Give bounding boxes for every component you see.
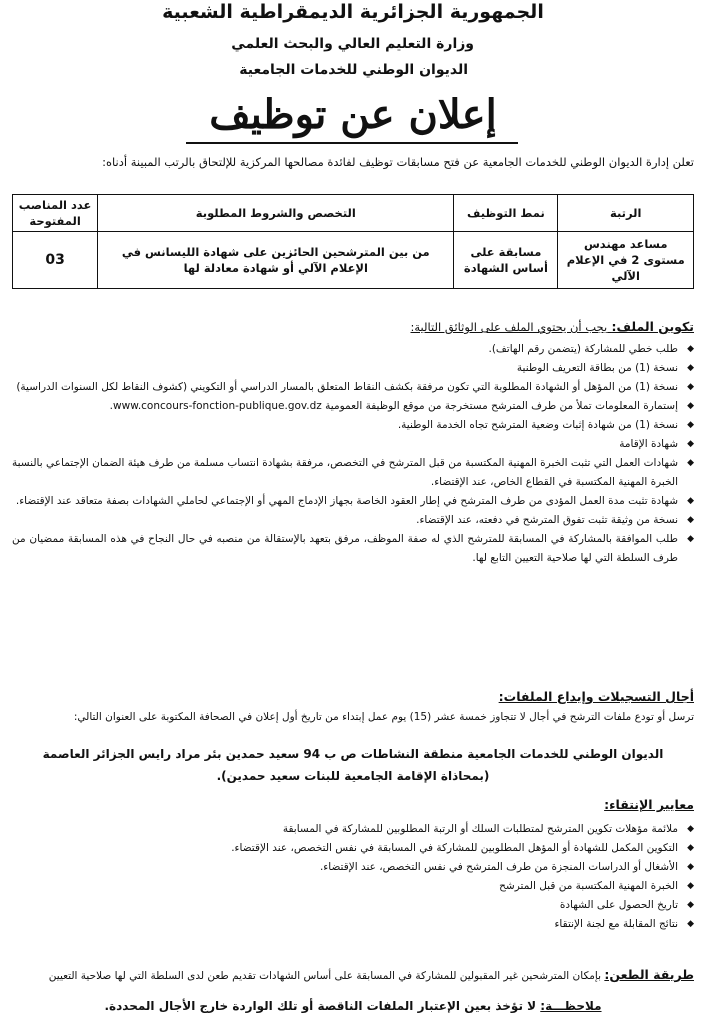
criteria-list — [12, 820, 694, 934]
list-item: ◆ طلب خطي للمشاركة (يتضمن رقم الهاتف). — [12, 340, 694, 359]
title-underline — [186, 142, 518, 144]
note-text: لا تؤخذ بعين الإعتبار الملفات الناقصة أو تلك الواردة خارج الأجال المحددة. — [104, 999, 537, 1013]
cell-mode: مسابقة على أساس الشهادة — [454, 232, 558, 289]
appeal-text: بإمكان المترشحين غير المقبولين للمشاركة في المسابقة على أساس الشهادات تقديم طعن لدى السلطة التي لها صلاحية التعيين — [48, 970, 602, 982]
office-header: الديوان الوطني للخدمات الجامعية — [239, 62, 468, 78]
appeal-title: طريقة الطعن: — [604, 967, 694, 982]
list-item: ◆ نسخة (1) من بطاقة التعريف الوطنية — [12, 359, 694, 378]
list-item: ◆ الأشغال أو الدراسات المنجزة من طرف المترشح في نفس التخصص، عند الإقتضاء. — [12, 858, 694, 877]
list-item: ◆ شهادات العمل التي تثبت الخبرة المهنية المكتسبة من قبل المترشح في التخصص، مرفقة بشهادة انتساب مسلمة من طرف هيئة الضمان الإجتماعي بالنسبة الخبرة المهنية المكتسبة في القطاع الخاص، عند الإقتضاء. — [12, 454, 694, 492]
cell-grade: مساعد مهندس مستوى 2 في الإعلام الآلي — [558, 232, 694, 289]
note-section — [0, 996, 706, 1016]
note-label: ملاحظـــة: — [540, 999, 602, 1013]
header-posts: عدد المناصب المفتوحة — [13, 195, 98, 232]
dossier-lead: يجب أن يحتوي الملف على الوثائق التالية: — [410, 320, 608, 334]
ministry-header: وزارة التعليم العالي والبحث العلمي — [231, 36, 474, 52]
criteria-title: معايير الإنتقاء: — [604, 797, 694, 812]
intro-paragraph: تعلن إدارة الديوان الوطني للخدمات الجامعية عن فتح مسابقات توظيف لفائدة مصالحها المركزية للإلتحاق بالرتب المبينة أدناه: — [102, 155, 694, 169]
deadline-title: أجال التسجيلات وإيداع الملفات: — [498, 689, 694, 704]
appeal-section — [12, 966, 694, 985]
cell-posts: 03 — [13, 232, 98, 289]
list-item: ◆ الخبرة المهنية المكتسبة من قبل المترشح — [12, 877, 694, 896]
list-item: ◆ طلب الموافقة بالمشاركة في المسابقة للمترشح الذي له صفة الموظف، مرفق بتعهد بالإستقالة من منصبه في حال النجاح في هذه المسابقة ممضيان من طرف السلطة التي لها صلاحية التعيين التابع لها. — [12, 530, 694, 568]
dossier-section-title — [411, 318, 694, 336]
deadline-text: ترسل أو تودع ملفات الترشح في أجال لا تتجاوز خمسة عشر (15) يوم عمل إبتداء من تاريخ أول إعلان في الصحافة المكتوبة على العنوان التالي: — [73, 711, 694, 723]
header-mode: نمط التوظيف — [454, 195, 558, 232]
list-item: ◆ نسخة (1) من شهادة إثبات وضعية المترشح تجاه الخدمة الوطنية. — [12, 416, 694, 435]
list-item: ◆ التكوين المكمل للشهادة أو المؤهل المطلوبين للمشاركة في المسابقة في نفس التخصص، عند الإقتضاء. — [12, 839, 694, 858]
address-line-1: الديوان الوطني للخدمات الجامعية منطقة النشاطات ص ب 94 سعيد حمدين بئر مراد رايس الجزائر العاصمة — [42, 747, 664, 761]
list-item: ◆ شهادة الإقامة — [12, 435, 694, 454]
header-grade: الرتبة — [558, 195, 694, 232]
list-item: ◆ إستمارة المعلومات تملأ من طرف المترشح مستخرجة من موقع الوظيفة العمومية www.concours-fonction-publique.gov.dz. — [12, 397, 694, 416]
header-spec: التخصص والشروط المطلوبة — [98, 195, 454, 232]
list-item: ◆ نتائج المقابلة مع لجنة الإنتقاء — [12, 915, 694, 934]
address-line-2: (بمحاذاة الإقامة الجامعية للبنات سعيد حمدين). — [216, 769, 490, 783]
list-item: ◆ شهادة تثبت مدة العمل المؤدى من طرف المترشح في إطار العقود الخاصة بجهاز الإدماج المهي أو الإجتماعي لحاملي الشهادات بصفة متعاقد عند الإقتضاء. — [12, 492, 694, 511]
table-row — [13, 232, 694, 289]
list-item: ◆ تاريخ الحصول على الشهادة — [12, 896, 694, 915]
positions-table — [12, 194, 694, 289]
announcement-title: إعلان عن توظيف — [209, 91, 497, 138]
list-item: ◆ نسخة (1) من المؤهل أو الشهادة المطلوبة التي تكون مرفقة بكشف النقاط المتعلق بالمسار الدراسي أو التكويني (كشوف النقاط لكل السنوات الدراسية) — [12, 378, 694, 397]
republic-header: الجمهورية الجزائرية الديمقراطية الشعبية — [162, 1, 544, 23]
dossier-title: تكوين الملف: — [611, 319, 694, 334]
dossier-list — [12, 340, 694, 568]
list-item: ◆ ملائمة مؤهلات تكوين المترشح لمتطلبات السلك أو الرتبة المطلوبين للمشاركة في المسابقة — [12, 820, 694, 839]
cell-spec: من بين المترشحين الحائزين على شهادة الليسانس في الإعلام الآلي أو شهادة معادلة لها — [98, 232, 454, 289]
table-header-row — [13, 195, 694, 232]
list-item: ◆ نسخة من وثيقة تثبت تفوق المترشح في دفعته، عند الإقتضاء. — [12, 511, 694, 530]
